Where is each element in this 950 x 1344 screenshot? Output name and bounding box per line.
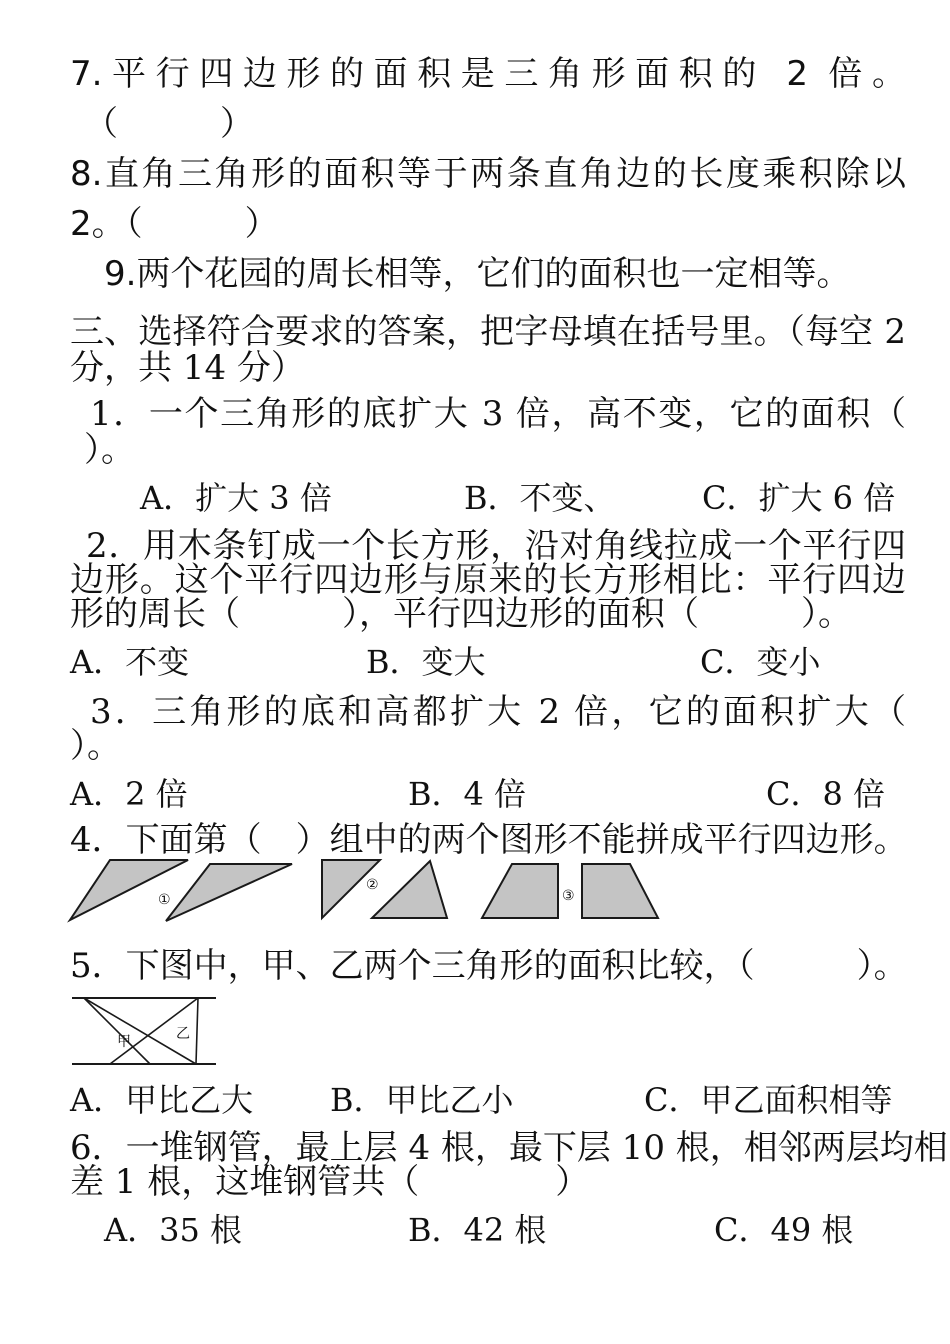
q4-group-2[interactable] [322,860,447,918]
q6-option-c[interactable]: C．49 根 [714,1211,854,1249]
q4-label-2: ② [366,877,379,893]
q4-question: 4．下面第（ ）组中的两个图形不能拼成平行四边形。 [70,820,908,860]
q3-question: 3．三角形的底和高都扩大 2 倍，它的面积扩大（ [90,692,906,732]
q2-question-cont: 边形。这个平行四边形与原来的长方形相比：平行四边 [70,560,906,600]
q8-answer-line[interactable]: 2。（ ） [70,204,279,244]
q1-option-a[interactable]: A．扩大 3 倍 [140,479,332,517]
q4-label-1: ① [158,892,171,908]
q5-triangles-figure [0,990,950,1070]
q2-question: 2．用木条钉成一个长方形，沿对角线拉成一个平行四 [86,526,906,566]
q3-option-c[interactable]: C．8 倍 [766,775,886,813]
q4-label-3: ③ [562,888,575,904]
section-heading-cont: 分，共 14 分） [70,348,305,388]
q2-option-a[interactable]: A．不变 [70,643,190,681]
q4-g3-trapezoid-b [582,864,658,918]
q8-statement: 8.直角三角形的面积等于两条直角边的长度乘积除以 [70,154,906,194]
q3-question-end: ）。 [70,726,121,766]
q4-g1-triangle-a [70,860,188,920]
q4-shapes-figure [0,850,950,930]
q1-option-b[interactable]: B．不变、 [464,479,616,517]
q2-option-b[interactable]: B．变大 [366,643,486,681]
q7-answer-paren[interactable]: （ ） [84,104,254,144]
q1-question-end: ）。 [84,430,135,470]
q3-option-a[interactable]: A．2 倍 [70,775,188,813]
q5-option-c[interactable]: C．甲乙面积相等 [644,1081,893,1119]
q4-g2-triangle-b [372,861,447,918]
q7-statement: 7.平行四边形的面积是三角形面积的 2 倍。 [70,54,906,94]
q6-option-a[interactable]: A．35 根 [104,1211,243,1249]
q5-question: 5．下图中，甲、乙两个三角形的面积比较，（ ）。 [70,946,908,986]
q1-question: 1．一个三角形的底扩大 3 倍，高不变，它的面积（ [90,394,906,434]
q3-option-b[interactable]: B．4 倍 [408,775,527,813]
q6-option-b[interactable]: B．42 根 [408,1211,547,1249]
q6-question: 6．一堆钢管，最上层 4 根，最下层 10 根，相邻两层均相 [70,1128,948,1168]
q5-label-yi: 乙 [176,1026,190,1042]
q6-question-end: 差 1 根，这堆钢管共（ ） [70,1162,590,1202]
q5-option-a[interactable]: A．甲比乙大 [70,1081,254,1119]
q4-group-3[interactable] [482,864,658,918]
q2-option-c[interactable]: C．变小 [700,643,821,681]
q2-question-end: 形的周长（ ），平行四边形的面积（ ）。 [70,594,852,634]
q4-g1-triangle-b [166,864,292,921]
q4-group-1[interactable] [70,860,292,921]
q9-statement: 9.两个花园的周长相等，它们的面积也一定相等。 [104,254,851,294]
q4-g3-trapezoid-a [482,864,558,918]
section-heading: 三、选择符合要求的答案，把字母填在括号里。（每空 2 [70,312,906,352]
q5-label-jia: 甲 [117,1034,131,1050]
q5-option-b[interactable]: B．甲比乙小 [330,1081,514,1119]
q5-triangle-yi-side-2 [196,998,198,1064]
q1-option-c[interactable]: C．扩大 6 倍 [702,479,896,517]
